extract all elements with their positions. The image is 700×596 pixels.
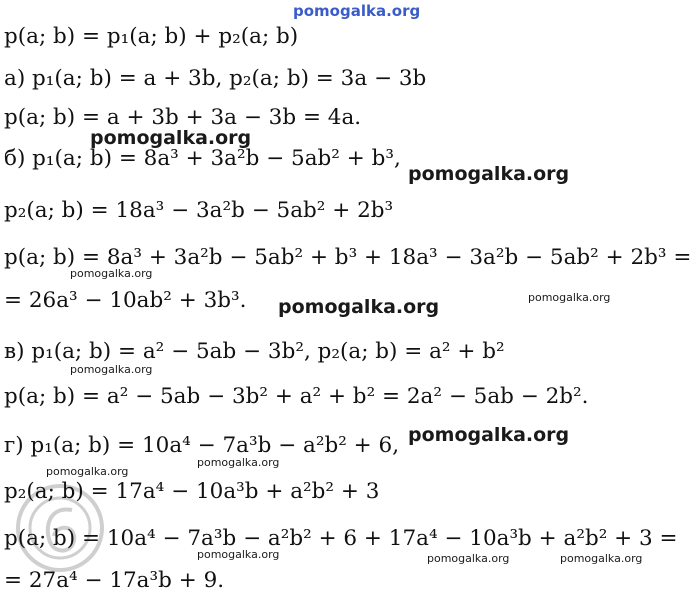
watermark: pomogalka.org <box>560 552 643 565</box>
formula-line: p(a; b) = a + 3b + 3a − 3b = 4a. <box>4 105 362 130</box>
watermark: pomogalka.org <box>90 127 252 149</box>
formula-line: p₂(a; b) = 18a³ − 3a²b − 5ab² + 2b³ <box>4 198 394 223</box>
formula-line: г) p₁(a; b) = 10a⁴ − 7a³b − a²b² + 6, <box>4 433 400 458</box>
watermark: pomogalka.org <box>70 267 153 280</box>
watermark: pomogalka.org <box>528 291 611 304</box>
formula-line: p(a; b) = p₁(a; b) + p₂(a; b) <box>4 24 299 49</box>
formula-line: p(a; b) = 8a³ + 3a²b − 5ab² + b³ + 18a³ − 3a²b − 5ab² + 2b³ = <box>4 245 692 270</box>
formula-line: = 27a⁴ − 17a³b + 9. <box>4 568 225 593</box>
watermark: pomogalka.org <box>278 296 440 318</box>
watermark: pomogalka.org <box>408 163 570 185</box>
formula-line: = 26a³ − 10ab² + 3b³. <box>4 288 247 313</box>
watermark: pomogalka.org <box>70 363 153 376</box>
formula-line: p(a; b) = 10a⁴ − 7a³b − a²b² + 6 + 17a⁴ − 10a³b + a²b² + 3 = <box>4 526 678 551</box>
formula-line: p₂(a; b) = 17a⁴ − 10a³b + a²b² + 3 <box>4 479 380 504</box>
formula-line: p(a; b) = a² − 5ab − 3b² + a² + b² = 2a² − 5ab − 2b². <box>4 384 589 409</box>
formula-line: а) p₁(a; b) = a + 3b, p₂(a; b) = 3a − 3b <box>4 66 427 91</box>
formula-line: в) p₁(a; b) = a² − 5ab − 3b², p₂(a; b) = a² + b² <box>4 339 505 364</box>
formula-line: б) p₁(a; b) = 8a³ + 3a²b − 5ab² + b³, <box>4 146 401 171</box>
watermark: pomogalka.org <box>427 552 510 565</box>
watermark: pomogalka.org <box>197 548 280 561</box>
watermark: pomogalka.org <box>197 456 280 469</box>
watermark: pomogalka.org <box>408 424 570 446</box>
watermark: pomogalka.org <box>46 465 129 478</box>
watermark-top: pomogalka.org <box>293 2 421 20</box>
